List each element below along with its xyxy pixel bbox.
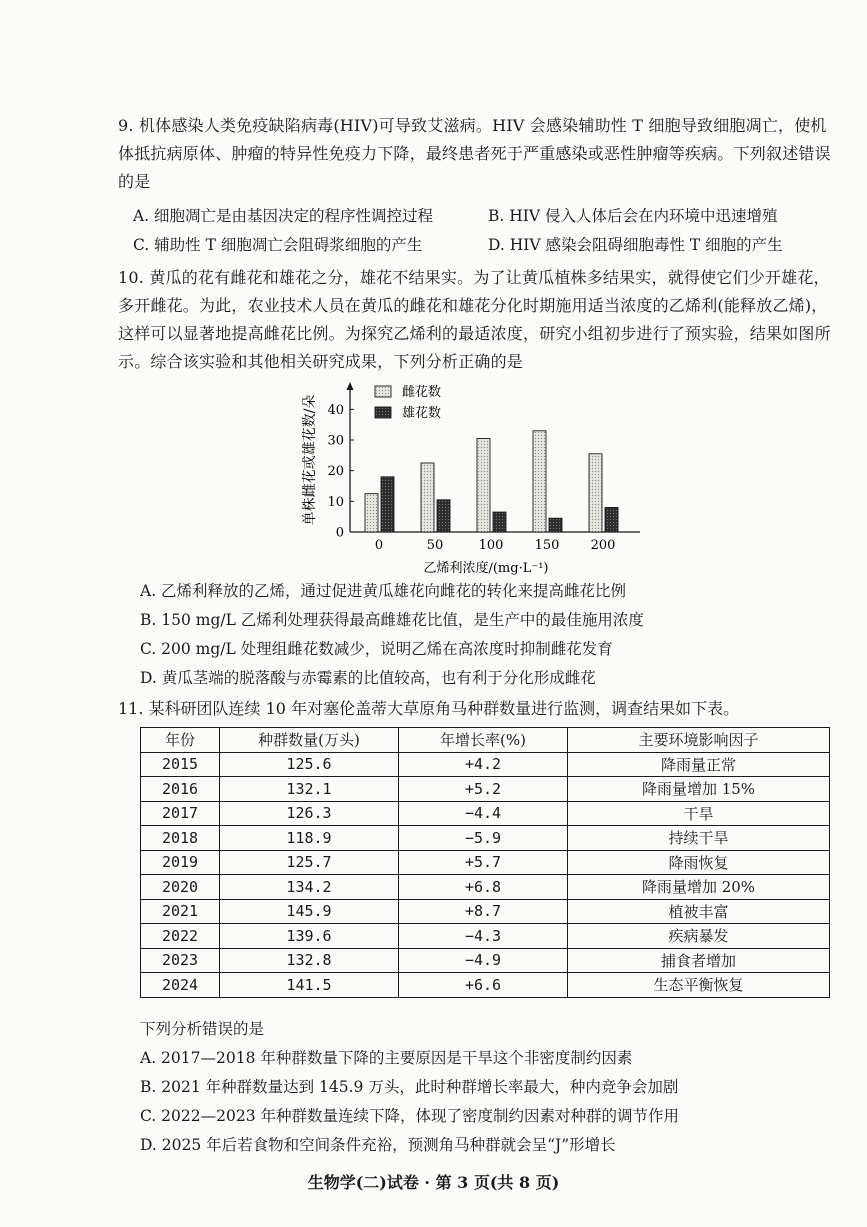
cell-year: 2016: [141, 777, 220, 802]
cell-growth-rate: +5.2: [399, 777, 568, 802]
q11-option-d: D. 2025 年后若食物和空间条件充裕，预测角马种群就会呈“J”形增长: [140, 1136, 616, 1154]
cell-growth-rate: +4.2: [399, 752, 568, 777]
y-tick-label: 30: [327, 433, 344, 449]
cell-year: 2023: [141, 948, 220, 973]
x-tick-label: 100: [478, 538, 504, 553]
q10-option-a: A. 乙烯利释放的乙烯，通过促进黄瓜雄花向雌花的转化来提高雌花比例: [140, 582, 627, 600]
male-flower-bar: [549, 518, 562, 532]
chart-y-axis-label: 单株雌花或雄花数/朵: [302, 394, 318, 526]
legend-label: 雄花数: [402, 406, 442, 421]
x-tick-label: 50: [426, 538, 444, 553]
q10-option-c: C. 200 mg/L 处理组雌花数减少，说明乙烯在高浓度时抑制雌花发育: [140, 640, 613, 658]
cell-population: 118.9: [220, 826, 399, 851]
table-row: [141, 948, 830, 973]
cell-year: 2020: [141, 875, 220, 900]
table-row: [141, 801, 830, 826]
cell-factor: 降雨量增加 15%: [568, 777, 830, 802]
column-header-growth-rate: 年增长率(%): [399, 728, 568, 753]
cell-growth-rate: −4.9: [399, 948, 568, 973]
flower-count-bar-chart: [300, 380, 660, 580]
cell-population: 126.3: [220, 801, 399, 826]
q9-option-d: D. HIV 感染会阻碍细胞毒性 T 细胞的产生: [488, 236, 783, 254]
q10-option-b: B. 150 mg/L 乙烯利处理获得最高雌雄花比值，是生产中的最佳施用浓度: [140, 611, 644, 629]
cell-factor: 降雨恢复: [568, 850, 830, 875]
cell-growth-rate: −4.3: [399, 924, 568, 949]
female-flower-bar: [421, 463, 434, 532]
cell-growth-rate: +6.6: [399, 973, 568, 998]
q9-option-b: B. HIV 侵入人体后会在内环境中迅速增殖: [488, 207, 778, 225]
column-header-factor: 主要环境影响因子: [568, 728, 830, 753]
cell-population: 132.1: [220, 777, 399, 802]
table-row: [141, 777, 830, 802]
female-flower-bar: [365, 494, 378, 532]
table-row: [141, 752, 830, 777]
cell-population: 139.6: [220, 924, 399, 949]
q9-option-a: A. 细胞凋亡是由基因决定的程序性调控过程: [133, 207, 434, 225]
cell-year: 2018: [141, 826, 220, 851]
q11-prompt: 下列分析错误的是: [140, 1020, 265, 1038]
q9-option-c: C. 辅助性 T 细胞凋亡会阻碍浆细胞的产生: [133, 236, 423, 254]
chart-legend: [375, 384, 441, 421]
cell-factor: 生态平衡恢复: [568, 973, 830, 998]
cell-population: 141.5: [220, 973, 399, 998]
y-tick-label: 10: [327, 494, 344, 510]
cell-growth-rate: +8.7: [399, 899, 568, 924]
cell-growth-rate: +6.8: [399, 875, 568, 900]
cell-factor: 持续干旱: [568, 826, 830, 851]
cell-year: 2024: [141, 973, 220, 998]
table-row: [141, 973, 830, 998]
cell-factor: 干旱: [568, 801, 830, 826]
y-tick-label: 20: [327, 464, 344, 480]
q10-option-d: D. 黄瓜茎端的脱落酸与赤霉素的比值较高，也有利于分化形成雌花: [140, 669, 596, 687]
q11-option-a: A. 2017—2018 年种群数量下降的主要原因是干旱这个非密度制约因素: [140, 1049, 633, 1067]
column-header-population: 种群数量(万头): [220, 728, 399, 753]
table-row: [141, 826, 830, 851]
question-9-stem: 9. 机体感染人类免疫缺陷病毒(HIV)可导致艾滋病。HIV 会感染辅助性 T 细胞导致细胞凋亡，使机体抵抗病原体、肿瘤的特异性免疫力下降，最终患者死于严重感染或恶性肿瘤等疾病。下列叙述错误的是: [118, 116, 831, 191]
cell-population: 125.6: [220, 752, 399, 777]
cell-year: 2017: [141, 801, 220, 826]
cell-factor: 疾病暴发: [568, 924, 830, 949]
table-row: [141, 875, 830, 900]
y-tick-label: 0: [335, 525, 344, 541]
male-flower-bar: [605, 507, 618, 532]
chart-bars: [365, 431, 618, 553]
q11-option-b: B. 2021 年种群数量达到 145.9 万头，此时种群增长率最大，种内竞争会加剧: [140, 1078, 679, 1096]
male-flower-bar: [493, 512, 506, 532]
female-flower-bar: [589, 454, 602, 532]
cell-factor: 捕食者增加: [568, 948, 830, 973]
legend-label: 雌花数: [402, 385, 442, 400]
x-tick-label: 200: [590, 538, 616, 553]
cell-factor: 降雨量增加 20%: [568, 875, 830, 900]
cell-population: 145.9: [220, 899, 399, 924]
female-flower-bar: [477, 438, 490, 532]
cell-year: 2015: [141, 752, 220, 777]
cell-year: 2021: [141, 899, 220, 924]
x-tick-label: 150: [534, 538, 560, 553]
cell-growth-rate: +5.7: [399, 850, 568, 875]
y-tick-label: 40: [327, 402, 344, 418]
chart-x-axis-label: 乙烯利浓度/(mg·L⁻¹): [423, 561, 549, 576]
cell-growth-rate: −5.9: [399, 826, 568, 851]
table-header-row: [141, 728, 830, 753]
table-row: [141, 899, 830, 924]
cell-population: 125.7: [220, 850, 399, 875]
cell-population: 132.8: [220, 948, 399, 973]
question-11-stem: 11. 某科研团队连续 10 年对塞伦盖蒂大草原角马种群数量进行监测，调查结果如下表。: [118, 699, 740, 718]
legend-swatch: [375, 407, 391, 418]
question-10-stem: 10. 黄瓜的花有雌花和雄花之分，雄花不结果实。为了让黄瓜植株多结果实，就得使它们少开雄花，多开雌花。为此，农业技术人员在黄瓜的雌花和雄花分化时期施用适当浓度的乙烯利(能释放乙烯)，这样可以显著地提高雌花比例。为探究乙烯利的最适浓度，研究小组初步进行了预实验，结果如图所示。综合该实验和其他相关研究成果，下列分析正确的是: [118, 268, 831, 371]
table-body: [141, 752, 830, 997]
legend-swatch: [375, 386, 391, 397]
cell-factor: 植被丰富: [568, 899, 830, 924]
cell-factor: 降雨量正常: [568, 752, 830, 777]
q11-option-c: C. 2022—2023 年种群数量连续下降，体现了密度制约因素对种群的调节作用: [140, 1107, 679, 1125]
wildebeest-population-table: [140, 727, 830, 998]
table-row: [141, 850, 830, 875]
cell-population: 134.2: [220, 875, 399, 900]
table-row: [141, 924, 830, 949]
page-footer: 生物学(二)试卷 · 第 3 页(共 8 页): [307, 1173, 560, 1192]
y-axis-arrow: [347, 382, 354, 390]
female-flower-bar: [533, 431, 546, 532]
cell-year: 2019: [141, 850, 220, 875]
male-flower-bar: [381, 477, 394, 532]
male-flower-bar: [437, 500, 450, 532]
cell-year: 2022: [141, 924, 220, 949]
x-tick-label: 0: [374, 538, 384, 553]
cell-growth-rate: −4.4: [399, 801, 568, 826]
column-header-year: 年份: [141, 728, 220, 753]
